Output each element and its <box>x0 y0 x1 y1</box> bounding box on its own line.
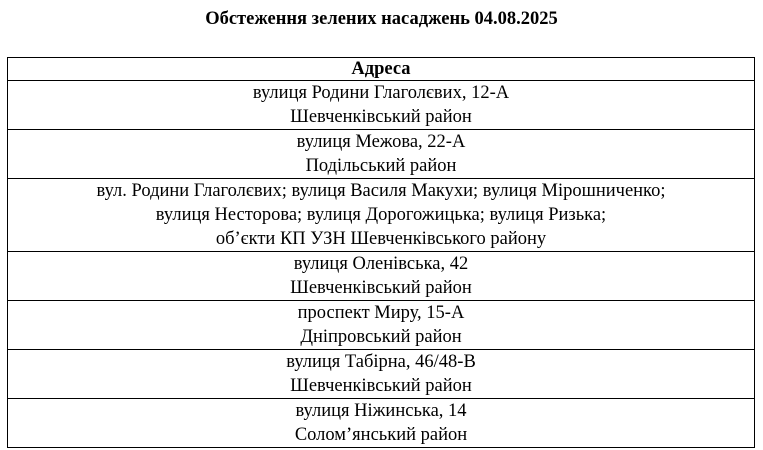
table-row <box>8 399 755 448</box>
district-line: Солом’янський район <box>294 425 468 445</box>
street-line: вулиця Родини Глаголєвих, 12-А <box>252 83 510 103</box>
document-title: Обстеження зелених насаджень 04.08.2025 <box>205 9 558 29</box>
table-header-row <box>8 58 755 81</box>
address-cell <box>8 130 755 179</box>
address-cell <box>8 350 755 399</box>
table-row <box>8 301 755 350</box>
table-row <box>8 252 755 301</box>
table-row <box>8 179 755 252</box>
address-table <box>7 57 755 448</box>
district-line: Дніпровський район <box>300 327 462 347</box>
district-line: Шевченківський район <box>290 376 472 396</box>
table-row <box>8 350 755 399</box>
street-line: вулиця Ніжинська, 14 <box>295 401 467 421</box>
street-line: проспект Миру, 15-А <box>297 303 465 323</box>
district-line: Шевченківський район <box>290 278 472 298</box>
address-cell <box>8 81 755 130</box>
address-cell <box>8 399 755 448</box>
table-row <box>8 81 755 130</box>
street-line: вулиця Межова, 22-А <box>296 132 466 152</box>
street-line: вулиця Несторова; вулиця Дорогожицька; вулиця Ризька; <box>155 205 607 225</box>
address-cell <box>8 179 755 252</box>
district-line: Подільський район <box>305 156 457 176</box>
street-line: вулиця Табірна, 46/48-В <box>286 352 476 372</box>
address-cell <box>8 301 755 350</box>
table-row <box>8 130 755 179</box>
district-line: Шевченківський район <box>290 107 472 127</box>
street-line: вулиця Оленівська, 42 <box>293 254 469 274</box>
column-header-address: Адреса <box>8 58 755 81</box>
street-line: вул. Родини Глаголєвих; вулиця Василя Макухи; вулиця Мірошниченко; <box>96 181 666 201</box>
address-cell <box>8 252 755 301</box>
object-line: об’єкти КП УЗН Шевченківського району <box>215 229 547 249</box>
